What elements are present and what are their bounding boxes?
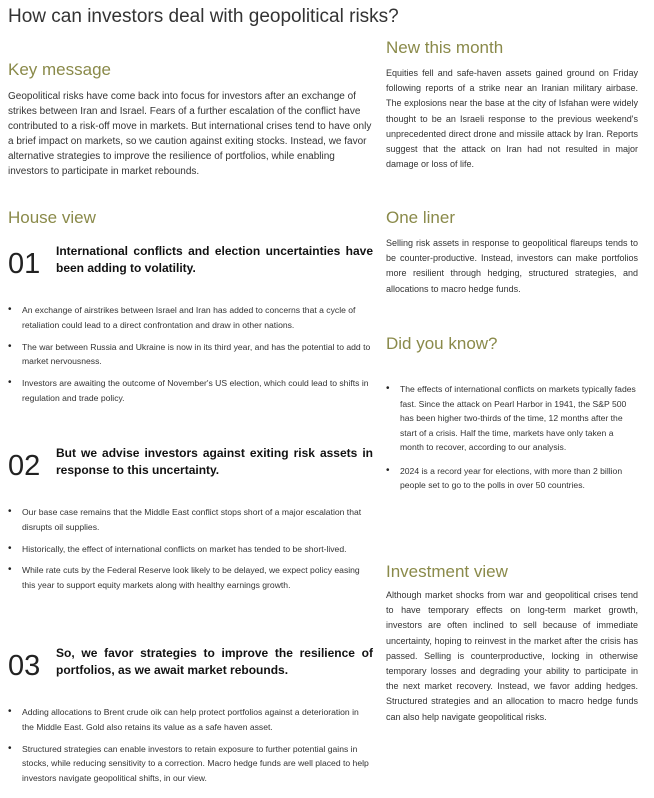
bullet-item: • Structured strategies can enable investors to retain exposure to further potential gains in stocks, while reducing sensitivity to a correction. Macro hedge funds are well placed to help investors navigate geopolitical shifts, in our view. — [8, 742, 373, 786]
point-bullet-list — [8, 705, 373, 786]
bullet-item: • Adding allocations to Brent crude oik can help protect portfolios against a deterioration in the Middle East. Gold also retains its value as a safe haven asset. — [8, 705, 373, 735]
house-view-heading: House view — [8, 208, 96, 227]
bullet-item: • The war between Russia and Ukraine is now in its third year, and has the potential to add to market nervousness. — [8, 340, 373, 370]
page-title: How can investors deal with geopolitical risks? — [8, 6, 399, 27]
house-view-point — [8, 445, 373, 593]
investment-view-text: Although market shocks from war and geopolitical crises tend to have temporary effects on long-term market growth, investors are often inclined to sell because of immediate uncertainty, hoping to reinvest in the market after the crisis has passed. Selling is counterproductive, locking in otherwise temporary losses and degrading your ability to participate in the next market recovery. Instead, we favor adding hedges. Structured strategies and an allocation to macro hedge funds can also help navigate geopolitical risks. — [386, 590, 638, 722]
house-view-point — [8, 645, 373, 786]
bullet-item: • The effects of international conflicts on markets typically fades fast. Since the attack on Pearl Harbor in 1941, the S&P 500 has been higher two-thirds of the time, 12 months after the start of a crisis. Half the time, markets have only taken a month to recover, according to our analysis. — [386, 382, 638, 455]
bullet-item: • Investors are awaiting the outcome of November's US election, which could lead to shifts in regulation and trade policy. — [8, 376, 373, 406]
bullet-item: • An exchange of airstrikes between Israel and Iran has added to concerns that a cycle of retaliation could lead to a direct confrontation and draw in other nations. — [8, 303, 373, 333]
key-message-section — [8, 60, 373, 179]
point-title: So, we favor strategies to improve the resilience of portfolios, as we await market rebounds. — [56, 646, 373, 677]
house-view-point — [8, 243, 373, 406]
bullet-item: • Historically, the effect of international conflicts on market has tended to be short-lived. — [8, 542, 373, 557]
key-message-heading: Key message — [8, 60, 111, 79]
point-number: 03 — [8, 650, 41, 682]
point-number: 02 — [8, 450, 41, 482]
one-liner-section — [386, 208, 638, 297]
one-liner-text: Selling risk assets in response to geopolitical flareups tends to be counter-productive. Instead, investors can make portfolios more resilient through hedging, structured strategies, and allocations to macro hedge funds. — [386, 238, 638, 294]
new-this-month-heading: New this month — [386, 38, 504, 57]
bullet-item: • 2024 is a record year for elections, with more than 2 billion people set to go to the polls in over 50 countries. — [386, 464, 638, 493]
point-number: 01 — [8, 248, 41, 280]
left-column — [8, 60, 373, 784]
did-you-know-heading: Did you know? — [386, 334, 498, 353]
bullet-item: • While rate cuts by the Federal Reserve look likely to be delayed, we expect policy easing this year to support equity markets along with healthy earnings growth. — [8, 563, 373, 593]
new-this-month-text: Equities fell and safe-haven assets gained ground on Friday following reports of a strike near an Iranian military airbase. The explosions near the base at the city of Isfahan were widely thought to be an Israeli response to the previous weekend's unprecedented direct drone and missile attack by Iran. Reports suggest that the attack on Iran had not resulted in major damage or loss of life. — [386, 68, 638, 170]
investment-view-section — [386, 562, 638, 725]
house-view-point-header — [8, 445, 373, 481]
key-message-text: Geopolitical risks have come back into focus for investors after an exchange of strikes between Iran and Israel. Fears of a further escalation of the conflict have contributed to a risk-off move in markets. But international crises tend to have only a brief impact on markets, so we caution against exiting stocks. Instead, we favor alternative strategies to improve the resilience of portfolios, while enabling investors to participate in market rebounds. — [8, 91, 372, 177]
did-you-know-section — [386, 334, 638, 493]
one-liner-heading: One liner — [386, 208, 455, 227]
bullet-item: • Our base case remains that the Middle East conflict stops short of a major escalation that disrupts oil supplies. — [8, 505, 373, 535]
house-view-point-header — [8, 645, 373, 681]
did-you-know-bullet-list — [386, 382, 638, 493]
point-title: International conflicts and election uncertainties have been adding to volatility. — [56, 244, 373, 275]
investment-view-heading: Investment view — [386, 562, 508, 581]
new-this-month-section — [386, 38, 638, 172]
point-bullet-list — [8, 505, 373, 593]
house-view-point-header — [8, 243, 373, 279]
point-title: But we advise investors against exiting risk assets in response to this uncertainty. — [56, 446, 373, 477]
point-bullet-list — [8, 303, 373, 406]
